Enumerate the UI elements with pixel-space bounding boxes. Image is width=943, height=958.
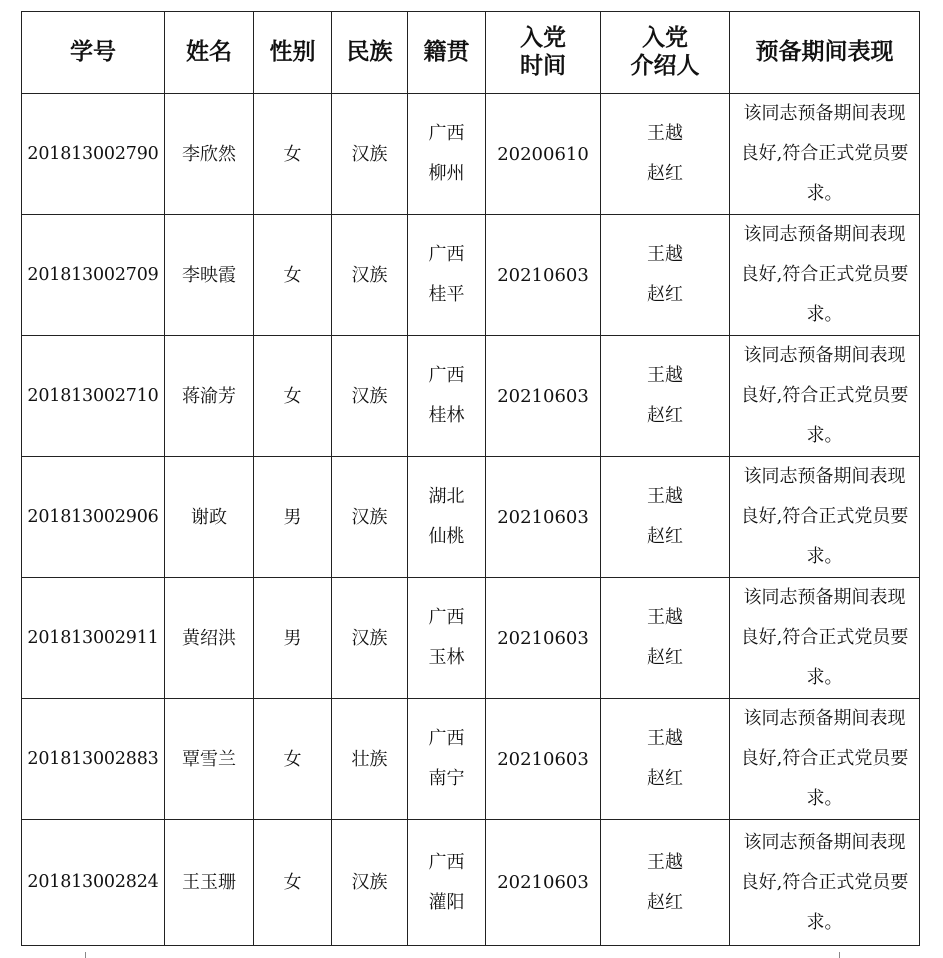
party-member-table — [21, 11, 920, 946]
header-introducer — [601, 12, 730, 94]
header-name: 姓名 — [165, 12, 254, 94]
origin-cell — [408, 215, 486, 336]
introducer-1: 王越 — [647, 728, 683, 749]
remark-cell: 该同志预备期间表现良好,符合正式党员要求。 — [730, 94, 920, 215]
name-cell: 覃雪兰 — [165, 699, 254, 820]
header-ethnicity: 民族 — [332, 12, 408, 94]
origin-province: 湖北 — [428, 486, 465, 507]
join-time-cell: 20210603 — [486, 215, 601, 336]
join-time-cell: 20210603 — [486, 578, 601, 699]
origin-cell — [408, 336, 486, 457]
ethnicity-cell: 汉族 — [332, 457, 408, 578]
table-row — [22, 699, 920, 820]
origin-city: 桂林 — [428, 405, 465, 426]
origin-province: 广西 — [428, 365, 465, 386]
header-introducer-line-1: 入党 — [642, 24, 688, 51]
gender-cell: 女 — [254, 94, 332, 215]
student-id-cell: 201813002790 — [22, 94, 165, 215]
introducer-2: 赵红 — [647, 768, 683, 789]
join-time-cell: 20200610 — [486, 94, 601, 215]
origin-province: 广西 — [428, 244, 465, 265]
table-row — [22, 215, 920, 336]
origin-cell — [408, 578, 486, 699]
page-edge-marks — [21, 952, 919, 958]
remark-cell: 该同志预备期间表现良好,符合正式党员要求。 — [730, 457, 920, 578]
name-cell: 李欣然 — [165, 94, 254, 215]
join-time-cell: 20210603 — [486, 820, 601, 946]
name-cell: 蒋渝芳 — [165, 336, 254, 457]
name-cell: 王玉珊 — [165, 820, 254, 946]
table-row — [22, 94, 920, 215]
table-row — [22, 457, 920, 578]
header-origin: 籍贯 — [408, 12, 486, 94]
student-id-cell: 201813002883 — [22, 699, 165, 820]
student-id-cell: 201813002906 — [22, 457, 165, 578]
introducer-1: 王越 — [647, 244, 683, 265]
student-id-cell: 201813002709 — [22, 215, 165, 336]
header-student-id: 学号 — [22, 12, 165, 94]
student-id-cell: 201813002710 — [22, 336, 165, 457]
origin-city: 南宁 — [428, 768, 465, 789]
remark-cell: 该同志预备期间表现良好,符合正式党员要求。 — [730, 336, 920, 457]
introducer-1: 王越 — [647, 607, 683, 628]
introducer-2: 赵红 — [647, 405, 683, 426]
origin-province: 广西 — [428, 728, 465, 749]
gender-cell: 女 — [254, 699, 332, 820]
gender-cell: 女 — [254, 820, 332, 946]
ethnicity-cell: 汉族 — [332, 820, 408, 946]
ethnicity-cell: 汉族 — [332, 578, 408, 699]
gender-cell: 男 — [254, 578, 332, 699]
join-time-cell: 20210603 — [486, 336, 601, 457]
header-join-time — [486, 12, 601, 94]
origin-city: 桂平 — [428, 284, 465, 305]
ethnicity-cell: 汉族 — [332, 215, 408, 336]
header-gender: 性别 — [254, 12, 332, 94]
page-mark-left — [85, 952, 86, 958]
origin-city: 仙桃 — [428, 526, 465, 547]
student-id-cell: 201813002824 — [22, 820, 165, 946]
name-cell: 黄绍洪 — [165, 578, 254, 699]
origin-cell — [408, 94, 486, 215]
gender-cell: 女 — [254, 336, 332, 457]
join-time-cell: 20210603 — [486, 699, 601, 820]
ethnicity-cell: 汉族 — [332, 94, 408, 215]
introducer-cell — [601, 457, 730, 578]
origin-province: 广西 — [428, 123, 465, 144]
remark-cell: 该同志预备期间表现良好,符合正式党员要求。 — [730, 578, 920, 699]
origin-city: 玉林 — [428, 647, 465, 668]
join-time-cell: 20210603 — [486, 457, 601, 578]
origin-cell — [408, 820, 486, 946]
origin-city: 灌阳 — [428, 891, 465, 913]
introducer-2: 赵红 — [647, 163, 683, 184]
introducer-cell — [601, 578, 730, 699]
name-cell: 李映霞 — [165, 215, 254, 336]
introducer-1: 王越 — [647, 486, 683, 507]
introducer-1: 王越 — [647, 851, 683, 873]
gender-cell: 男 — [254, 457, 332, 578]
page-mark-right — [839, 952, 840, 958]
origin-cell — [408, 699, 486, 820]
table-row — [22, 820, 920, 946]
introducer-cell — [601, 215, 730, 336]
ethnicity-cell: 汉族 — [332, 336, 408, 457]
introducer-cell — [601, 699, 730, 820]
introducer-cell — [601, 336, 730, 457]
origin-province: 广西 — [428, 851, 465, 873]
origin-cell — [408, 457, 486, 578]
introducer-cell — [601, 820, 730, 946]
header-join-time-line-1: 入党 — [520, 24, 566, 51]
introducer-2: 赵红 — [647, 891, 683, 913]
origin-province: 广西 — [428, 607, 465, 628]
gender-cell: 女 — [254, 215, 332, 336]
introducer-cell — [601, 94, 730, 215]
header-row — [22, 12, 920, 94]
name-cell: 谢政 — [165, 457, 254, 578]
header-introducer-line-2: 介绍人 — [630, 52, 700, 79]
introducer-1: 王越 — [647, 365, 683, 386]
remark-cell: 该同志预备期间表现良好,符合正式党员要求。 — [730, 820, 920, 946]
introducer-2: 赵红 — [647, 284, 683, 305]
header-remark: 预备期间表现 — [730, 12, 920, 94]
student-id-cell: 201813002911 — [22, 578, 165, 699]
table-row — [22, 336, 920, 457]
header-join-time-line-2: 时间 — [520, 52, 566, 79]
ethnicity-cell: 壮族 — [332, 699, 408, 820]
introducer-1: 王越 — [647, 123, 683, 144]
origin-city: 柳州 — [428, 163, 465, 184]
introducer-2: 赵红 — [647, 647, 683, 668]
table-row — [22, 578, 920, 699]
introducer-2: 赵红 — [647, 526, 683, 547]
remark-cell: 该同志预备期间表现良好,符合正式党员要求。 — [730, 215, 920, 336]
remark-cell: 该同志预备期间表现良好,符合正式党员要求。 — [730, 699, 920, 820]
